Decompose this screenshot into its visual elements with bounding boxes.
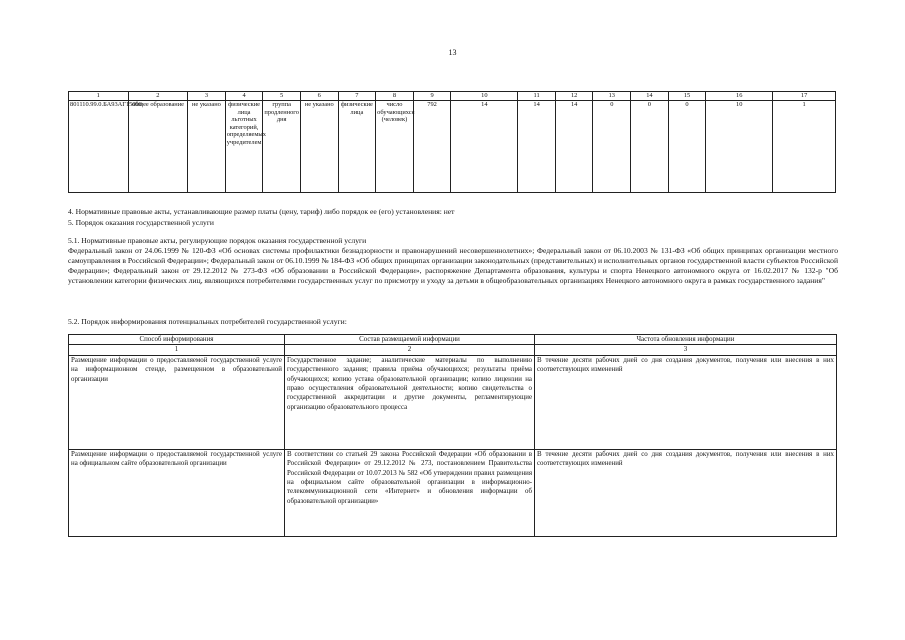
section-5-2-heading: 5.2. Порядок информирования потенциальных потребителей государственной услуги: bbox=[68, 317, 347, 326]
indicator-name-cell: число обучающихся (человек) bbox=[376, 101, 414, 193]
column-number: 14 bbox=[631, 92, 669, 101]
value-cell: 0 bbox=[593, 101, 631, 193]
value-cell: 0 bbox=[668, 101, 706, 193]
value-cell: 1 bbox=[773, 101, 836, 193]
table-header-row bbox=[69, 92, 836, 101]
frequency-cell: В течение десяти рабочих дней со дня создания документов, получения или внесения в них соответствующих изменений bbox=[535, 449, 837, 536]
information-table bbox=[68, 334, 837, 537]
table-cell: группа продленного дня bbox=[263, 101, 301, 193]
frequency-cell: В течение десяти рабочих дней со дня создания документов, получения или внесения в них соответствующих изменений bbox=[535, 355, 837, 449]
column-number: 4 bbox=[225, 92, 263, 101]
column-number: 3 bbox=[535, 345, 837, 355]
column-header: Способ информирования bbox=[69, 335, 285, 345]
table-cell: не указано bbox=[188, 101, 226, 193]
column-number-row bbox=[69, 345, 837, 355]
page-number: 13 bbox=[448, 48, 457, 57]
column-number: 12 bbox=[555, 92, 593, 101]
value-cell: 14 bbox=[555, 101, 593, 193]
table-header-row bbox=[69, 335, 837, 345]
consumer-category-cell: физические лица льготных категорий, определяемых учредителем bbox=[225, 101, 263, 193]
section-4-text: 4. Нормативные правовые акты, устанавливающие размер платы (цену, тариф) либо порядок ее (его) установления: нет bbox=[68, 207, 455, 216]
content-cell: Государственное задание; аналитические материалы по выполнению государственного задания; правила приёма обучающихся; результаты приёма обучающихся; копию устава образовательной организации; копию лицензии на право осуществления образовательной деятельности; копию свидетельства о государственной аккредитации и другие документы, регламентирующие организацию образовательного процесса bbox=[285, 355, 535, 449]
column-header: Состав размещаемой информации bbox=[285, 335, 535, 345]
column-number: 7 bbox=[338, 92, 376, 101]
table-row bbox=[69, 449, 837, 536]
section-5-1-body: Федеральный закон от 24.06.1999 № 120-ФЗ «Об основах системы профилактики безнадзорности и правонарушений несовершеннолетних»; Федеральный закон от 06.10.2003 № 131-ФЗ «Об общих принципах организации местного самоуправления в Российской Федерации»; Федеральный закон от 06.10.1999 № 184-ФЗ «Об общих принципах организации законодательных (представительных) и исполнительных органов государственной власти субъектов Российской Федерации»; Федеральный закон от 29.12.2012 № 273-ФЗ «Об образовании в Российской Федерации», распоряжение Департамента образования, культуры и спорта Ненецкого автономного округа от 16.02.2017 № 132-р "Об установлении категории физических лиц, являющихся потребителями государственных услуг по присмотру и уходу за детьми в общеобразовательных организациях Ненецкого автономного округа в рамках государственного задания" bbox=[68, 246, 839, 285]
service-type-cell: общее образование bbox=[128, 101, 188, 193]
value-cell: 14 bbox=[518, 101, 556, 193]
value-cell: 10 bbox=[706, 101, 773, 193]
unit-code-cell: 792 bbox=[413, 101, 451, 193]
method-cell: Размещение информации о предоставляемой государственной услуге на официальном сайте образовательной организации bbox=[69, 449, 285, 536]
column-number: 5 bbox=[263, 92, 301, 101]
content-cell: В соответствии со статьей 29 закона Российской Федерации «Об образовании в Российской Федерации» от 29.12.2012 № 273, постановлением Правительства Российской Федерации от 10.07.2013 № 582 «Об утверждении правил размещения на официальном сайте образовательной организации в информационно-телекоммуникационной сети «Интернет» и обновления информации об образовательной организации» bbox=[285, 449, 535, 536]
column-number: 1 bbox=[69, 92, 129, 101]
column-number: 13 bbox=[593, 92, 631, 101]
table-row bbox=[69, 355, 837, 449]
table-row bbox=[69, 101, 836, 193]
column-number: 1 bbox=[69, 345, 285, 355]
column-number: 6 bbox=[300, 92, 338, 101]
indicators-table bbox=[68, 91, 836, 193]
method-cell: Размещение информации о предоставляемой государственной услуге на информационном стенде, размещенном в образовательной организации bbox=[69, 355, 285, 449]
column-number: 15 bbox=[668, 92, 706, 101]
column-number: 17 bbox=[773, 92, 836, 101]
column-number: 9 bbox=[413, 92, 451, 101]
column-number: 8 bbox=[376, 92, 414, 101]
column-number: 11 bbox=[518, 92, 556, 101]
section-5-heading: 5. Порядок оказания государственной услуги bbox=[68, 218, 214, 227]
value-cell: 0 bbox=[631, 101, 669, 193]
registry-code-cell: 801110.99.0.БА93АГ15000 bbox=[69, 101, 129, 193]
column-number: 16 bbox=[706, 92, 773, 101]
column-number: 2 bbox=[128, 92, 188, 101]
table-cell: физические лица bbox=[338, 101, 376, 193]
column-number: 3 bbox=[188, 92, 226, 101]
column-number: 10 bbox=[451, 92, 518, 101]
table-cell: не указано bbox=[300, 101, 338, 193]
section-5-1-heading: 5.1. Нормативные правовые акты, регулирующие порядок оказания государственной услуги bbox=[68, 236, 367, 245]
column-number: 2 bbox=[285, 345, 535, 355]
column-header: Частота обновления информации bbox=[535, 335, 837, 345]
value-cell: 14 bbox=[451, 101, 518, 193]
